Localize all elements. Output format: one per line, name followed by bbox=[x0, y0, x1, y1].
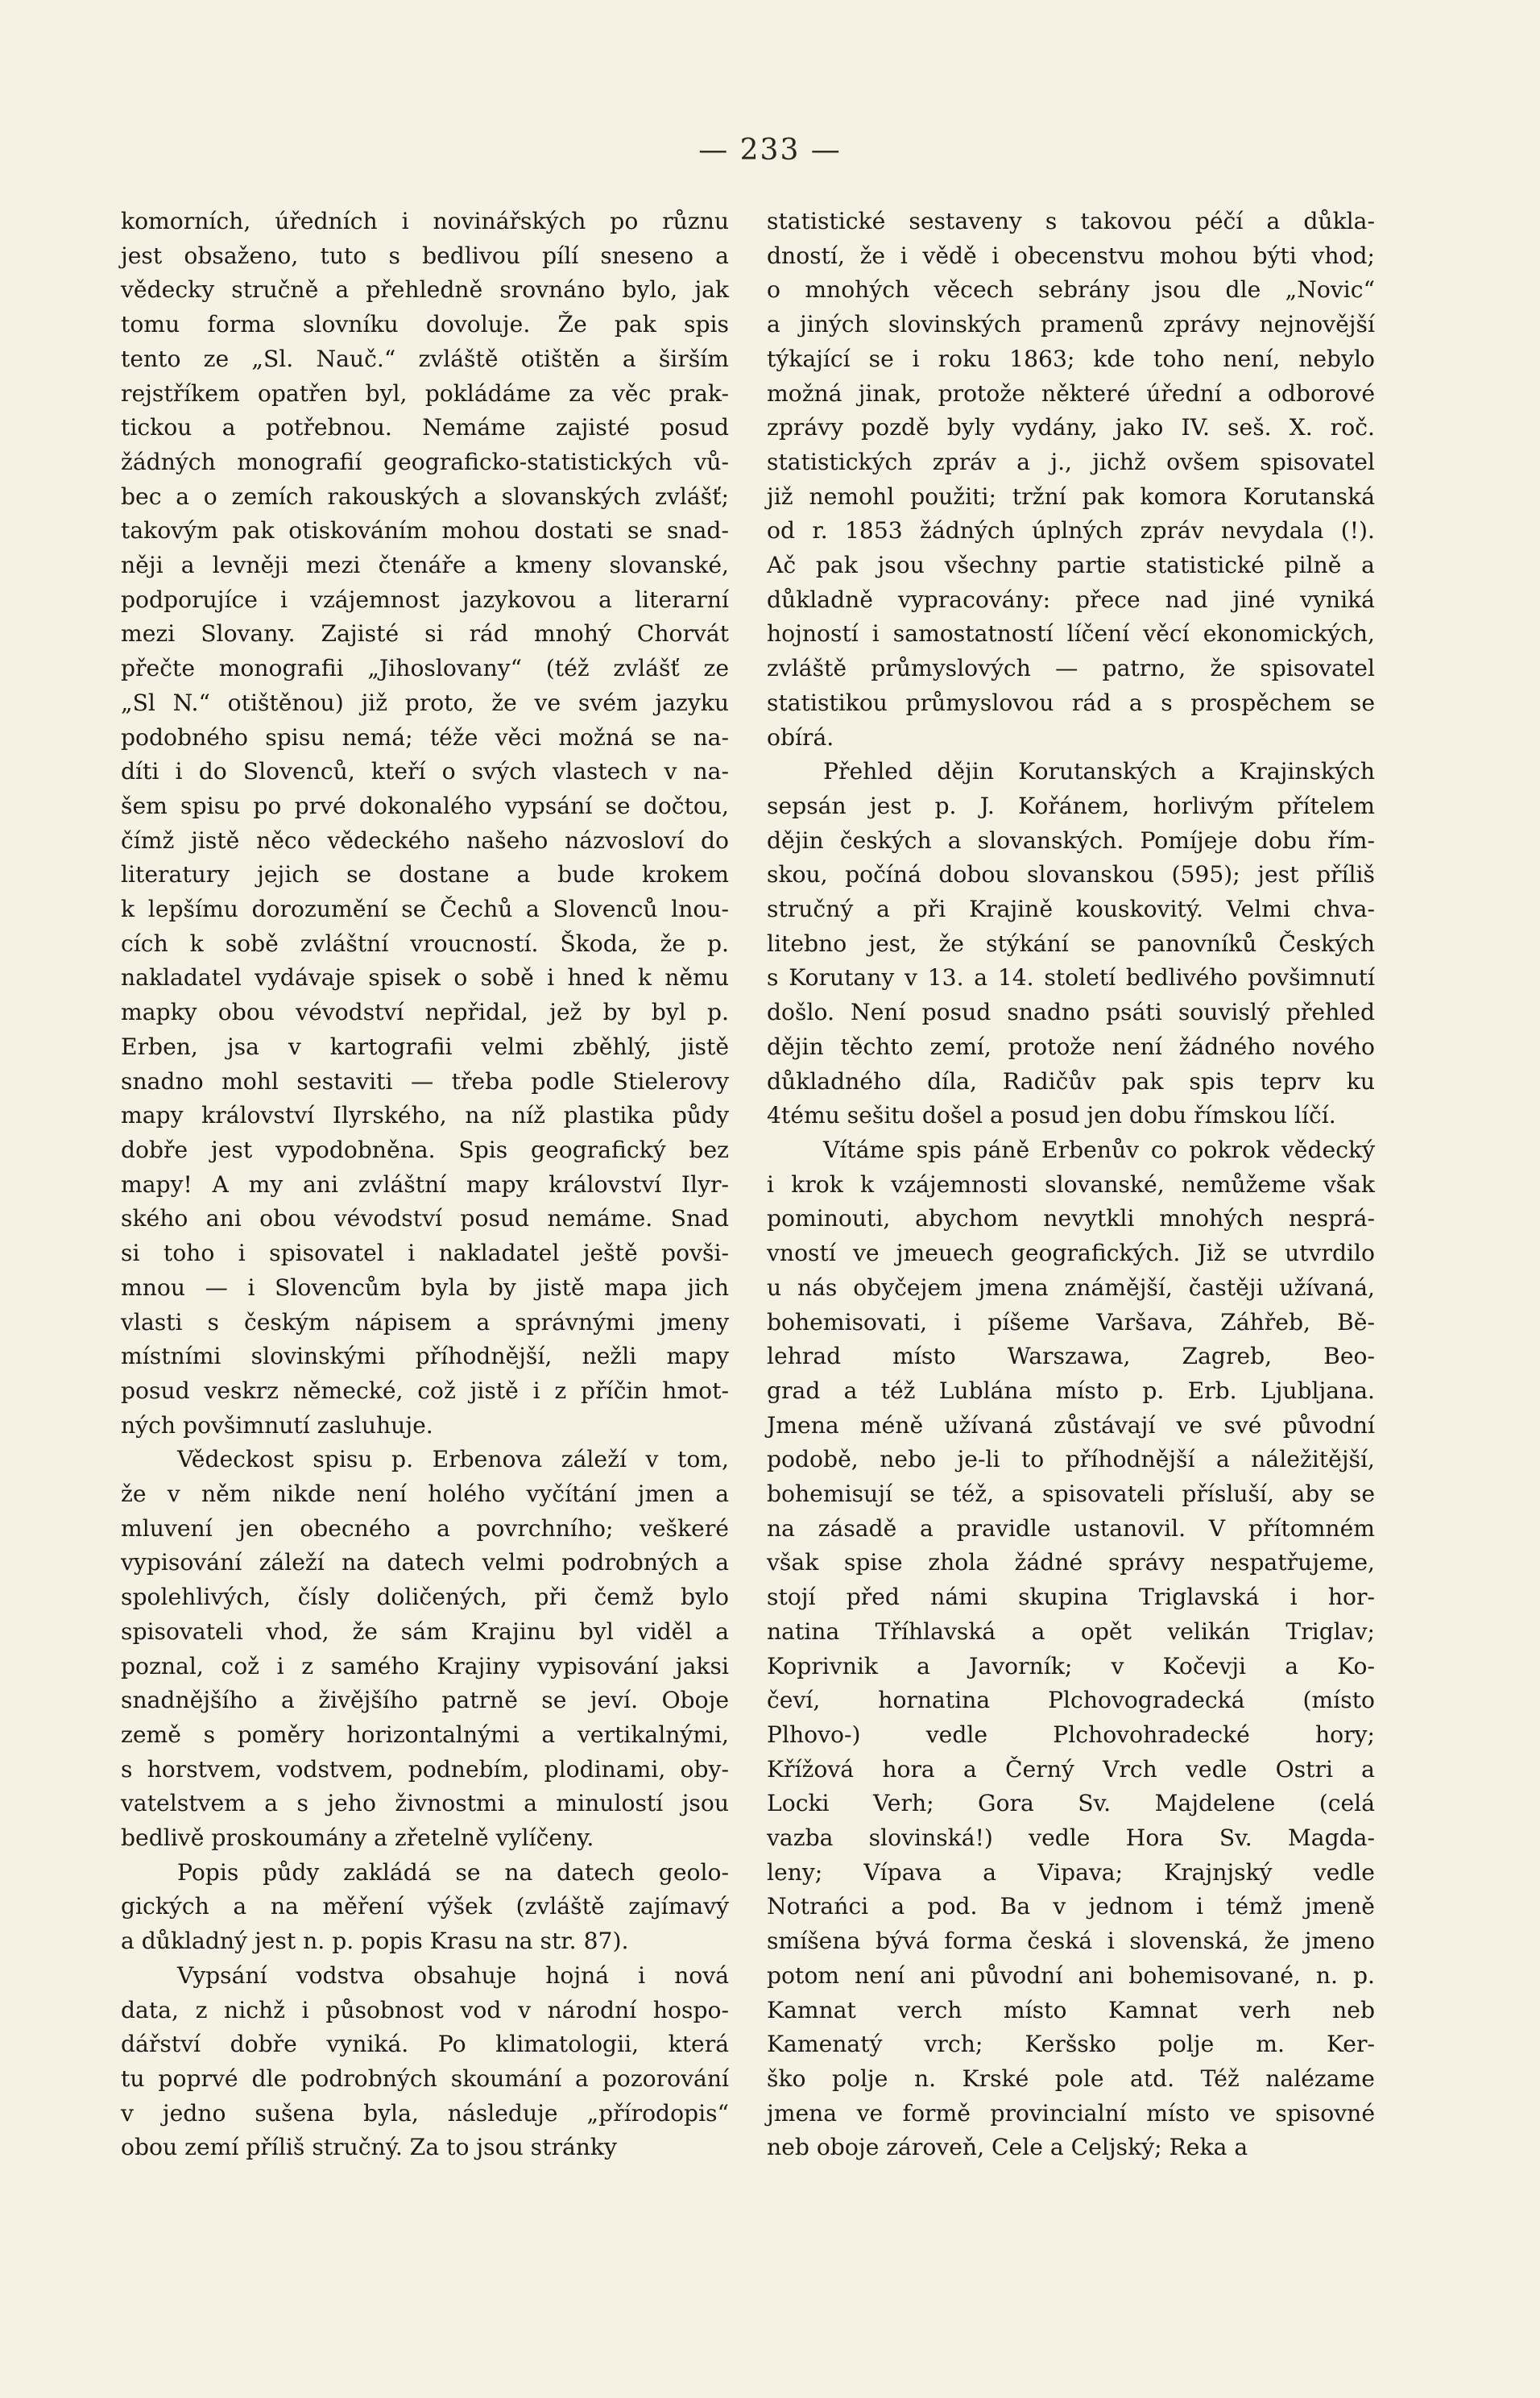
text-line: potom není ani původní ani bohemisované, n. p. bbox=[767, 1961, 1375, 1989]
text-line: země s poměry horizontalnými a vertikalnými, bbox=[121, 1721, 729, 1748]
text-line: stojí před námi skupina Triglavská i hor- bbox=[767, 1584, 1375, 1611]
text-line: posud veskrz německé, což jistě i z příčin hmot- bbox=[121, 1377, 729, 1404]
text-line: od r. 1853 žádných úplných zpráv nevydala (!). bbox=[767, 517, 1375, 545]
text-line: hojností i samostatností líčení věcí ekonomických, bbox=[767, 620, 1375, 648]
text-line: natina Tříhlavská a opět velikán Triglav; bbox=[767, 1617, 1375, 1645]
text-line: dobře jest vypodobněna. Spis geografický bez bbox=[121, 1136, 729, 1163]
text-line: možná jinak, protože některé úřední a odborové bbox=[767, 379, 1375, 407]
paragraph bbox=[767, 205, 1375, 755]
text-line: Křížová hora a Černý Vrch vedle Ostri a bbox=[767, 1755, 1375, 1783]
text-line: šem spisu po prvé dokonalého vypsání se dočtou, bbox=[121, 792, 729, 819]
text-line: podobě, nebo je-li to příhodnější a náležitější, bbox=[767, 1446, 1375, 1473]
text-line: žádných monografií geograficko-statistických vů- bbox=[121, 448, 729, 475]
text-line: statistické sestaveny s takovou péčí a důkla- bbox=[767, 208, 1375, 234]
text-line: grad a též Lublána místo p. Erb. Ljubljana. bbox=[767, 1377, 1375, 1404]
text-line: Vítáme spis páně Erbenův co pokrok vědecký bbox=[823, 1136, 1375, 1163]
text-line: ského ani obou vévodství posud nemáme. Snad bbox=[121, 1205, 729, 1232]
paragraph bbox=[767, 1133, 1375, 2165]
text-line: v jedno sušena byla, následuje „přírodopis“ bbox=[121, 2099, 729, 2127]
text-line: Locki Verh; Gora Sv. Majdelene (celá bbox=[767, 1790, 1375, 1817]
paragraph bbox=[121, 1959, 729, 2165]
text-line: poznal, což i z samého Krajiny vypisování jaksi bbox=[121, 1652, 729, 1679]
paragraph bbox=[121, 1856, 729, 1959]
text-line: místními slovinskými příhodnější, nežli mapy bbox=[121, 1343, 729, 1370]
text-line: vazba slovinská!) vedle Hora Sv. Magda- bbox=[767, 1824, 1375, 1852]
text-line: tomu forma slovníku dovoluje. Že pak spis bbox=[121, 311, 729, 338]
text-line: vědecky stručně a přehledně srovnáno bylo, jak bbox=[121, 276, 729, 304]
text-line: takovým pak otiskováním mohou dostati se snad- bbox=[121, 517, 729, 545]
text-line: již nemohl použiti; tržní pak komora Korutanská bbox=[767, 482, 1375, 510]
text-line: spisovateli vhod, že sám Krajinu byl viděl a bbox=[121, 1617, 729, 1645]
text-line: vypisování záleží na datech velmi podrobných a bbox=[121, 1549, 729, 1576]
text-line: „Sl N.“ otištěnou) již proto, že ve svém jazyku bbox=[121, 689, 729, 716]
text-line: Jmena méně užívaná zůstávají ve své původní bbox=[767, 1411, 1375, 1439]
text-line: na zásadě a pravidle ustanovil. V přítomném bbox=[767, 1514, 1375, 1542]
text-line: jest obsaženo, tuto s bedlivou pílí sneseno a bbox=[121, 242, 729, 269]
text-line: spolehlivých, čísly doličených, při čemž bylo bbox=[121, 1584, 729, 1611]
text-line: bohemisovati, i píšeme Varšava, Záhřeb, Bě- bbox=[767, 1308, 1375, 1336]
text-line: Koprivnik a Javorník; v Kočevji a Ko- bbox=[767, 1652, 1375, 1679]
text-line: obírá. bbox=[767, 723, 834, 751]
text-line: podobného spisu nemá; téže věci možná se na- bbox=[121, 723, 729, 751]
text-line: tento ze „Sl. Nauč.“ zvláště otištěn a širším bbox=[121, 345, 729, 372]
text-line: snadnějšího a živějšího patrně se jeví. Oboje bbox=[121, 1687, 729, 1714]
text-line: vností ve jmeuech geografických. Již se utvrdilo bbox=[767, 1240, 1375, 1267]
text-line: i krok k vzájemnosti slovanské, nemůžeme však bbox=[767, 1170, 1375, 1198]
text-line: si toho i spisovatel i nakladatel ještě povši- bbox=[121, 1240, 729, 1267]
text-line: 4tému sešitu došel a posud jen dobu římskou líčí. bbox=[767, 1102, 1336, 1129]
text-line: díti i do Slovenců, kteří o svých vlastech v na- bbox=[121, 758, 729, 785]
text-line: Přehled dějin Korutanských a Krajinských bbox=[823, 758, 1375, 785]
text-line: mluvení jen obecného a povrchního; veškeré bbox=[121, 1514, 729, 1542]
text-line: o mnohých věcech sebrány jsou dle „Novic“ bbox=[767, 276, 1375, 304]
page-number: — 233 — bbox=[698, 134, 842, 167]
text-line: Plhovo-) vedle Plchovohradecké hory; bbox=[767, 1721, 1375, 1748]
text-line: bedlivě proskoumány a zřetelně vylíčeny. bbox=[121, 1824, 594, 1852]
text-line: čímž jistě něco vědeckého našeho názvosloví do bbox=[121, 826, 729, 854]
paragraph bbox=[121, 205, 729, 1443]
text-line: obou zemí příliš stručný. Za to jsou stránky bbox=[121, 2134, 617, 2161]
text-line: došlo. Není posud snadno psáti souvislý přehled bbox=[767, 999, 1375, 1026]
text-line: a důkladný jest n. p. popis Krasu na str. 87). bbox=[121, 1928, 629, 1955]
text-line: s Korutany v 13. a 14. století bedlivého povšimnutí bbox=[767, 964, 1375, 992]
text-line: a jiných slovinských pramenů zprávy nejnovější bbox=[767, 311, 1375, 338]
text-line: gických a na měření výšek (zvláště zajímavý bbox=[121, 1893, 729, 1920]
text-line: tu poprvé dle podrobných skoumání a pozorování bbox=[121, 2065, 729, 2092]
text-line: důkladně vypracovány: přece nad jiné vyniká bbox=[767, 586, 1375, 613]
text-line: leny; Vípava a Vipava; Krajnjský vedle bbox=[767, 1858, 1375, 1886]
text-line: zvláště průmyslových — patrno, že spisovatel bbox=[767, 655, 1375, 682]
text-line: sepsán jest p. J. Kořánem, horlivým přítelem bbox=[767, 792, 1375, 819]
text-line: Kamenatý vrch; Keršsko polje m. Ker- bbox=[767, 2031, 1375, 2058]
text-line: dností, že i vědě i obecenstvu mohou býti vhod; bbox=[767, 242, 1375, 269]
text-line: podporujíce i vzájemnost jazykovou a literarní bbox=[121, 586, 729, 613]
text-line: bohemisují se též, a spisovateli přísluší, aby se bbox=[767, 1481, 1375, 1508]
text-line: ško polje n. Krské pole atd. Též nalézame bbox=[767, 2065, 1375, 2092]
text-line: u nás obyčejem jmena známější, častěji užívaná, bbox=[767, 1274, 1375, 1301]
text-line: dějin českých a slovanských. Pomíjeje dobu řím- bbox=[767, 826, 1375, 854]
text-line: Popis půdy zakládá se na datech geolo- bbox=[177, 1858, 729, 1886]
text-line: komorních, úředních i novinářských po různu bbox=[121, 208, 729, 234]
text-line: skou, počíná dobou slovanskou (595); jest příliš bbox=[767, 861, 1375, 888]
left-column bbox=[121, 205, 729, 2165]
text-line: ných povšimnutí zasluhuje. bbox=[121, 1411, 433, 1439]
text-line: litebno jest, že stýkání se panovníků Českých bbox=[767, 930, 1375, 957]
text-line: mapy! A my ani zvláštní mapy království Ilyr- bbox=[121, 1170, 729, 1198]
text-line: Notrańci a pod. Ba v jednom i témž jmeně bbox=[767, 1893, 1375, 1920]
text-line: s horstvem, vodstvem, podnebím, plodinami, oby- bbox=[121, 1755, 729, 1783]
text-line: něji a levněji mezi čtenáře a kmeny slovanské, bbox=[121, 552, 729, 579]
text-line: k lepšímu dorozumění se Čechů a Slovenců lnou- bbox=[121, 896, 729, 923]
text-line: cích k sobě zvláštní vroucností. Škoda, že p. bbox=[121, 930, 729, 957]
text-line: čeví, hornatina Plchovogradecká (místo bbox=[767, 1687, 1375, 1714]
text-line: stručný a při Krajině kouskovitý. Velmi chva- bbox=[767, 896, 1375, 923]
text-line: Erben, jsa v kartografii velmi zběhlý, jistě bbox=[121, 1033, 729, 1060]
text-line: vlasti s českým nápisem a správnými jmeny bbox=[121, 1308, 729, 1336]
text-line: bec a o zemích rakouských a slovanských zvlášť; bbox=[121, 482, 729, 510]
text-line: pominouti, abychom nevytkli mnohých nesprá- bbox=[767, 1205, 1375, 1232]
text-line: dějin těchto zemí, protože není žádného nového bbox=[767, 1033, 1375, 1060]
text-line: že v něm nikde není holého vyčítání jmen a bbox=[121, 1481, 729, 1508]
text-line: dářství dobře vyniká. Po klimatologii, která bbox=[121, 2031, 729, 2058]
right-column bbox=[767, 205, 1375, 2165]
paragraph bbox=[767, 755, 1375, 1133]
paragraph bbox=[121, 1443, 729, 1855]
text-line: týkající se i roku 1863; kde toho není, nebylo bbox=[767, 345, 1375, 372]
text-line: mapky obou vévodství nepřidal, jež by byl p. bbox=[121, 999, 729, 1026]
text-line: Ač pak jsou všechny partie statistické pilně a bbox=[767, 552, 1375, 579]
text-line: zprávy pozdě byly vydány, jako IV. seš. X. roč. bbox=[767, 414, 1375, 441]
text-line: rejstříkem opatřen byl, pokládáme za věc prak- bbox=[121, 379, 729, 407]
text-line: snadno mohl sestaviti — třeba podle Stielerovy bbox=[121, 1067, 729, 1095]
text-line: mnou — i Slovencům byla by jistě mapa jich bbox=[121, 1274, 729, 1301]
text-line: však spise zhola žádné správy nespatřujeme, bbox=[767, 1549, 1375, 1576]
text-line: nakladatel vydávaje spisek o sobě i hned k němu bbox=[121, 964, 729, 992]
text-line: jmena ve formě provincialní místo ve spisovné bbox=[767, 2099, 1375, 2127]
text-line: přečte monografii „Jihoslovany“ (též zvlášť ze bbox=[121, 655, 729, 682]
text-line: vatelstvem a s jeho živnostmi a minulostí jsou bbox=[121, 1790, 729, 1817]
text-line: Kamnat verch místo Kamnat verh neb bbox=[767, 1996, 1375, 2023]
text-line: data, z nichž i působnost vod v národní hospo- bbox=[121, 1996, 729, 2023]
text-line: smíšena bývá forma česká i slovenská, že jmeno bbox=[767, 1928, 1375, 1955]
text-line: mapy království Ilyrského, na níž plastika půdy bbox=[121, 1102, 729, 1129]
text-line: literatury jejich se dostane a bude krokem bbox=[121, 861, 729, 888]
text-line: tickou a potřebnou. Nemáme zajisté posud bbox=[121, 414, 729, 441]
text-line: důkladného díla, Radičův pak spis teprv ku bbox=[767, 1067, 1375, 1095]
text-line: lehrad místo Warszawa, Zagreb, Beo- bbox=[767, 1343, 1375, 1370]
text-line: neb oboje zároveň, Cele a Celjský; Reka a bbox=[767, 2134, 1248, 2161]
text-line: statistických zpráv a j., jichž ovšem spisovatel bbox=[767, 448, 1375, 475]
text-line: Vědeckost spisu p. Erbenova záleží v tom, bbox=[177, 1446, 729, 1473]
text-line: mezi Slovany. Zajisté si rád mnohý Chorvát bbox=[121, 620, 729, 648]
text-line: statistikou průmyslovou rád a s prospěchem se bbox=[767, 689, 1375, 716]
text-line: Vypsání vodstva obsahuje hojná i nová bbox=[177, 1961, 729, 1989]
